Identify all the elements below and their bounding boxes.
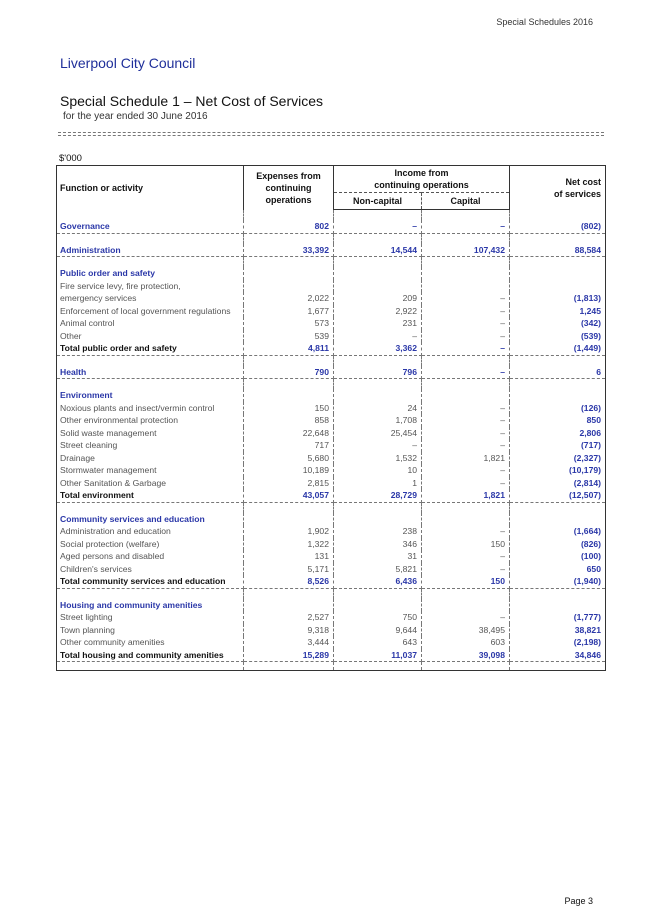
header-non-capital: Non-capital	[334, 193, 422, 210]
section-heading: Public order and safety	[57, 267, 606, 280]
section-heading: Environment	[57, 389, 606, 402]
header-capital: Capital	[422, 193, 510, 210]
table-row: Stormwater management 10,189 10 – (10,179)	[57, 464, 606, 477]
header-net-cost: Net cost of services	[510, 166, 606, 210]
table-row: Administration and education 1,902 238 – (1,664)	[57, 525, 606, 538]
table-row-administration: Administration 33,392 14,544 107,432 88,584	[57, 244, 606, 257]
table-row: Social protection (welfare) 1,322 346 150 (826)	[57, 538, 606, 551]
table-row: Solid waste management 22,648 25,454 – 2,806	[57, 427, 606, 440]
units-label: $'000	[59, 153, 82, 164]
header-expenses: Expenses from continuing operations	[244, 166, 334, 210]
table-row: Noxious plants and insect/vermin control 150 24 – (126)	[57, 402, 606, 415]
table-row: Drainage 5,680 1,532 1,821 (2,327)	[57, 452, 606, 465]
table-row-health: Health 790 796 – 6	[57, 366, 606, 379]
table-row-total: Total community services and education 8,526 6,436 150 (1,940)	[57, 575, 606, 588]
council-name: Liverpool City Council	[60, 55, 196, 71]
running-header: Special Schedules 2016	[496, 17, 593, 27]
schedule-subtitle: for the year ended 30 June 2016	[63, 111, 208, 122]
table-row: Other Sanitation & Garbage 2,815 1 – (2,814)	[57, 477, 606, 490]
table-row-total: Total environment 43,057 28,729 1,821 (12,507)	[57, 489, 606, 502]
table-row: Street lighting 2,527 750 – (1,777)	[57, 611, 606, 624]
table-row: Other community amenities 3,444 643 603 (2,198)	[57, 636, 606, 649]
page-number: Page 3	[564, 896, 593, 906]
table-row: Animal control 573 231 – (342)	[57, 317, 606, 330]
header-function: Function or activity	[57, 166, 244, 210]
divider	[58, 135, 604, 136]
table-row: Enforcement of local government regulations 1,677 2,922 – 1,245	[57, 305, 606, 318]
table-row: Fire service levy, fire protection,	[57, 280, 606, 293]
table-row: Aged persons and disabled 131 31 – (100)	[57, 550, 606, 563]
table-row: Other 539 – – (539)	[57, 330, 606, 343]
table-row-total: Total public order and safety 4,811 3,362 – (1,449)	[57, 342, 606, 355]
table-row: emergency services 2,022 209 – (1,813)	[57, 292, 606, 305]
table-row-governance: Governance 802 – – (802)	[57, 220, 606, 233]
section-heading: Housing and community amenities	[57, 599, 606, 612]
net-cost-table	[56, 165, 606, 671]
table-row-total: Total housing and community amenities 15,289 11,037 39,098 34,846	[57, 649, 606, 662]
table-row: Other environmental protection 858 1,708 – 850	[57, 414, 606, 427]
table-row: Street cleaning 717 – – (717)	[57, 439, 606, 452]
header-income: Income from continuing operations	[334, 166, 510, 193]
divider	[58, 132, 604, 133]
table-row: Town planning 9,318 9,644 38,495 38,821	[57, 624, 606, 637]
table-row: Children's services 5,171 5,821 – 650	[57, 563, 606, 576]
schedule-title: Special Schedule 1 – Net Cost of Services	[60, 93, 324, 109]
section-heading: Community services and education	[57, 513, 606, 526]
